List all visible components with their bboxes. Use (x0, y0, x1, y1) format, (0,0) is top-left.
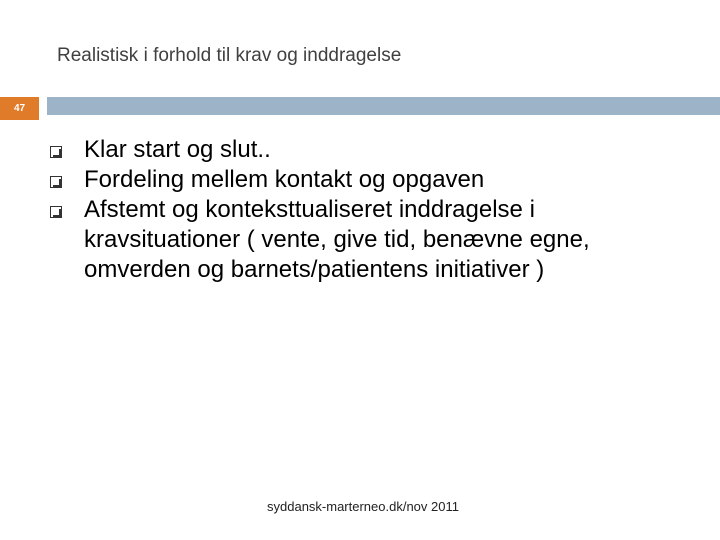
footer: syddansk-marterneo.dk/nov 2011 (267, 499, 459, 514)
slide-number: 47 (13, 103, 26, 114)
header-bar (47, 97, 720, 115)
slide-number-badge (0, 97, 39, 120)
bullet-text: Fordeling mellem kontakt og opgaven (84, 166, 485, 193)
checkbox-bullet-icon (50, 146, 62, 158)
checkbox-bullet-icon (50, 176, 62, 188)
bullet-item (50, 165, 690, 195)
slide-title: Realistisk i forhold til krav og inddragelse (57, 45, 402, 66)
bullet-text: Afstemt og konteksttualiseret inddragelse i kravsituationer ( vente, give tid, benævne egne, omverden og barnets/patientens initiativer ) (84, 196, 590, 283)
bullet-item (50, 135, 690, 165)
checkbox-bullet-icon (50, 206, 62, 218)
bullet-text: Klar start og slut.. (84, 136, 271, 163)
bullet-list (50, 135, 690, 285)
bullet-item (50, 195, 690, 285)
